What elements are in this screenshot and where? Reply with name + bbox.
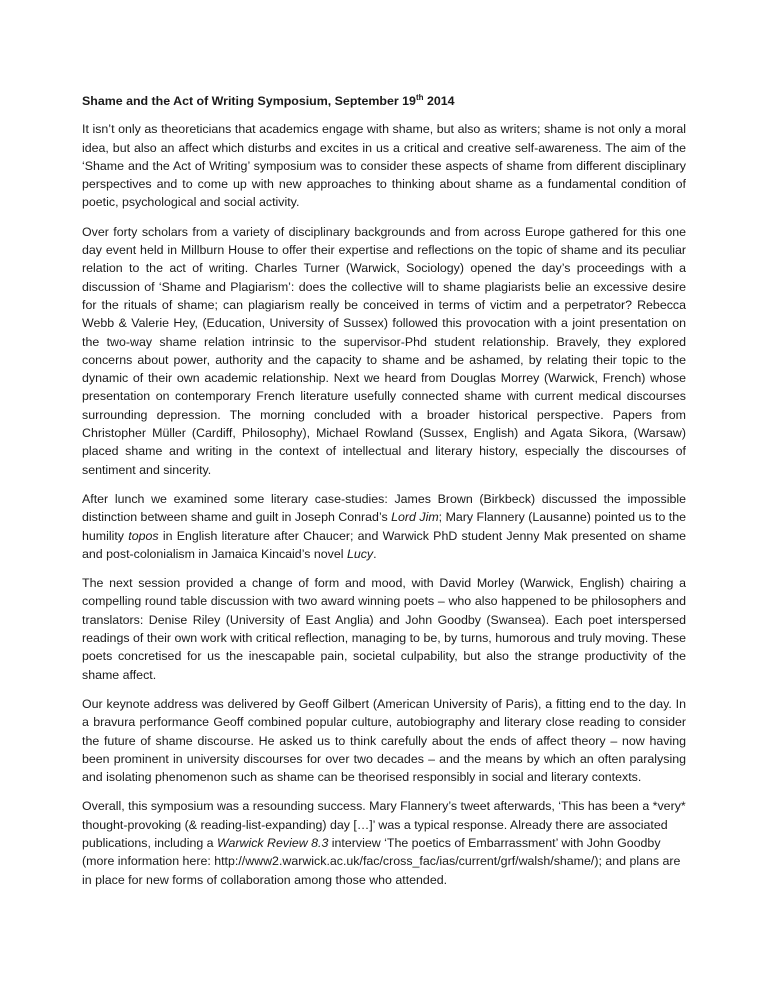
text-run: After lunch we examined some literary case-studies: James Brown (Birkbeck) discussed the impossible distinction between shame and guilt in Joseph Conrad’s	[82, 491, 686, 525]
text-run: in English literature after Chaucer; and Warwick PhD student Jenny Mak presented on shame and post-colonialism in Jamaica Kincaid’s novel	[82, 528, 686, 561]
title-year: 2014	[423, 94, 455, 108]
italic-warwick-review: Warwick Review 8.3	[217, 835, 329, 850]
paragraph-conclusion	[82, 797, 686, 888]
italic-title-lord-jim: Lord Jim	[391, 510, 439, 525]
text-run: .	[373, 546, 377, 561]
title-superscript: th	[415, 92, 424, 102]
paragraph-keynote: Our keynote address was delivered by Geoff Gilbert (American University of Paris), a fitting end to the day. In a bravura performance Geoff combined popular culture, autobiography and literary close reading to consider the future of shame discourse. He asked us to think carefully about the ends of affect theory – now having been prominent in university discourses for over two decades – and the means by which an often paralysing and isolating phenomenon such as shame can be theorised responsibly in social and literary contexts.	[82, 696, 686, 785]
paragraph-morning-session: Over forty scholars from a variety of disciplinary backgrounds and from across Europe gathered for this one day event held in Millburn House to offer their expertise and reflections on the topic of shame and its peculiar relation to the act of writing. Charles Turner (Warwick, Sociology) opened the day’s proceedings with a discussion of ‘Shame and Plagiarism’: does the collective will to shame plagiarists belie an excessive desire for the rituals of shame; can plagiarism really be conceived in terms of victim and a perpetrator? Rebecca Webb & Valerie Hey, (Education, University of Sussex) followed this provocation with a joint presentation on the two-way shame relation intrinsic to the supervisor-Phd student relationship. Bravely, they explored concerns about power, authority and the capacity to shame and be ashamed, by relating their topic to the dynamic of their own academic relationship. Next we heard from Douglas Morrey (Warwick, French) whose presentation on contemporary French literature usefully connected shame with current medical discourses surrounding depression. The morning concluded with a broader historical perspective. Papers from Christopher Müller (Cardiff, Philosophy), Michael Rowland (Sussex, English) and Agata Sikora, (Warsaw) placed shame and writing in the context of intellectual and literary history, especially the discourses of sentiment and sincerity.	[82, 224, 686, 477]
text-run: interview ‘The poetics of Embarrassment’ with John Goodby (more information here: http://www2.warwick.ac.uk/fac/cross_fac/ias/current/grf/walsh/shame/); and plans are in place for new forms of collaboration among those who attended.	[82, 835, 681, 887]
document-title	[82, 92, 686, 110]
italic-topos: topos	[128, 528, 159, 543]
title-main: Shame and the Act of Writing Symposium, September 19	[82, 94, 416, 108]
paragraph-intro: It isn’t only as theoreticians that academics engage with shame, but also as writers; shame is not only a moral idea, but also an affect which disturbs and excites in us a critical and creative self-awareness. The aim of the ‘Shame and the Act of Writing’ symposium was to consider these aspects of shame from different disciplinary perspectives and to come up with new approaches to thinking about shame as a fundamental condition of poetic, psychological and social activity.	[82, 122, 686, 210]
paragraph-afternoon-session	[82, 490, 686, 563]
paragraph-round-table: The next session provided a change of form and mood, with David Morley (Warwick, English) chairing a compelling round table discussion with two award winning poets – who also happened to be philosophers and translators: Denise Riley (University of East Anglia) and John Goodby (Swansea). Each poet interspersed readings of their own work with critical reflection, managing to be, by turns, humorous and truly moving. These poets concretised for us the inescapable pain, societal culpability, but also the strange productivity of the shame affect.	[82, 576, 686, 682]
text-run: Overall, this symposium was a resounding success. Mary Flannery’s tweet afterwards, ‘This has been a *very* thought-provoking (& reading-list-expanding) day […]’ was a typical response. Already there are associated publications, including a	[82, 799, 686, 850]
italic-title-lucy: Lucy	[346, 546, 374, 561]
text-run: ; Mary Flannery (Lausanne) pointed us to the humility	[82, 510, 687, 543]
